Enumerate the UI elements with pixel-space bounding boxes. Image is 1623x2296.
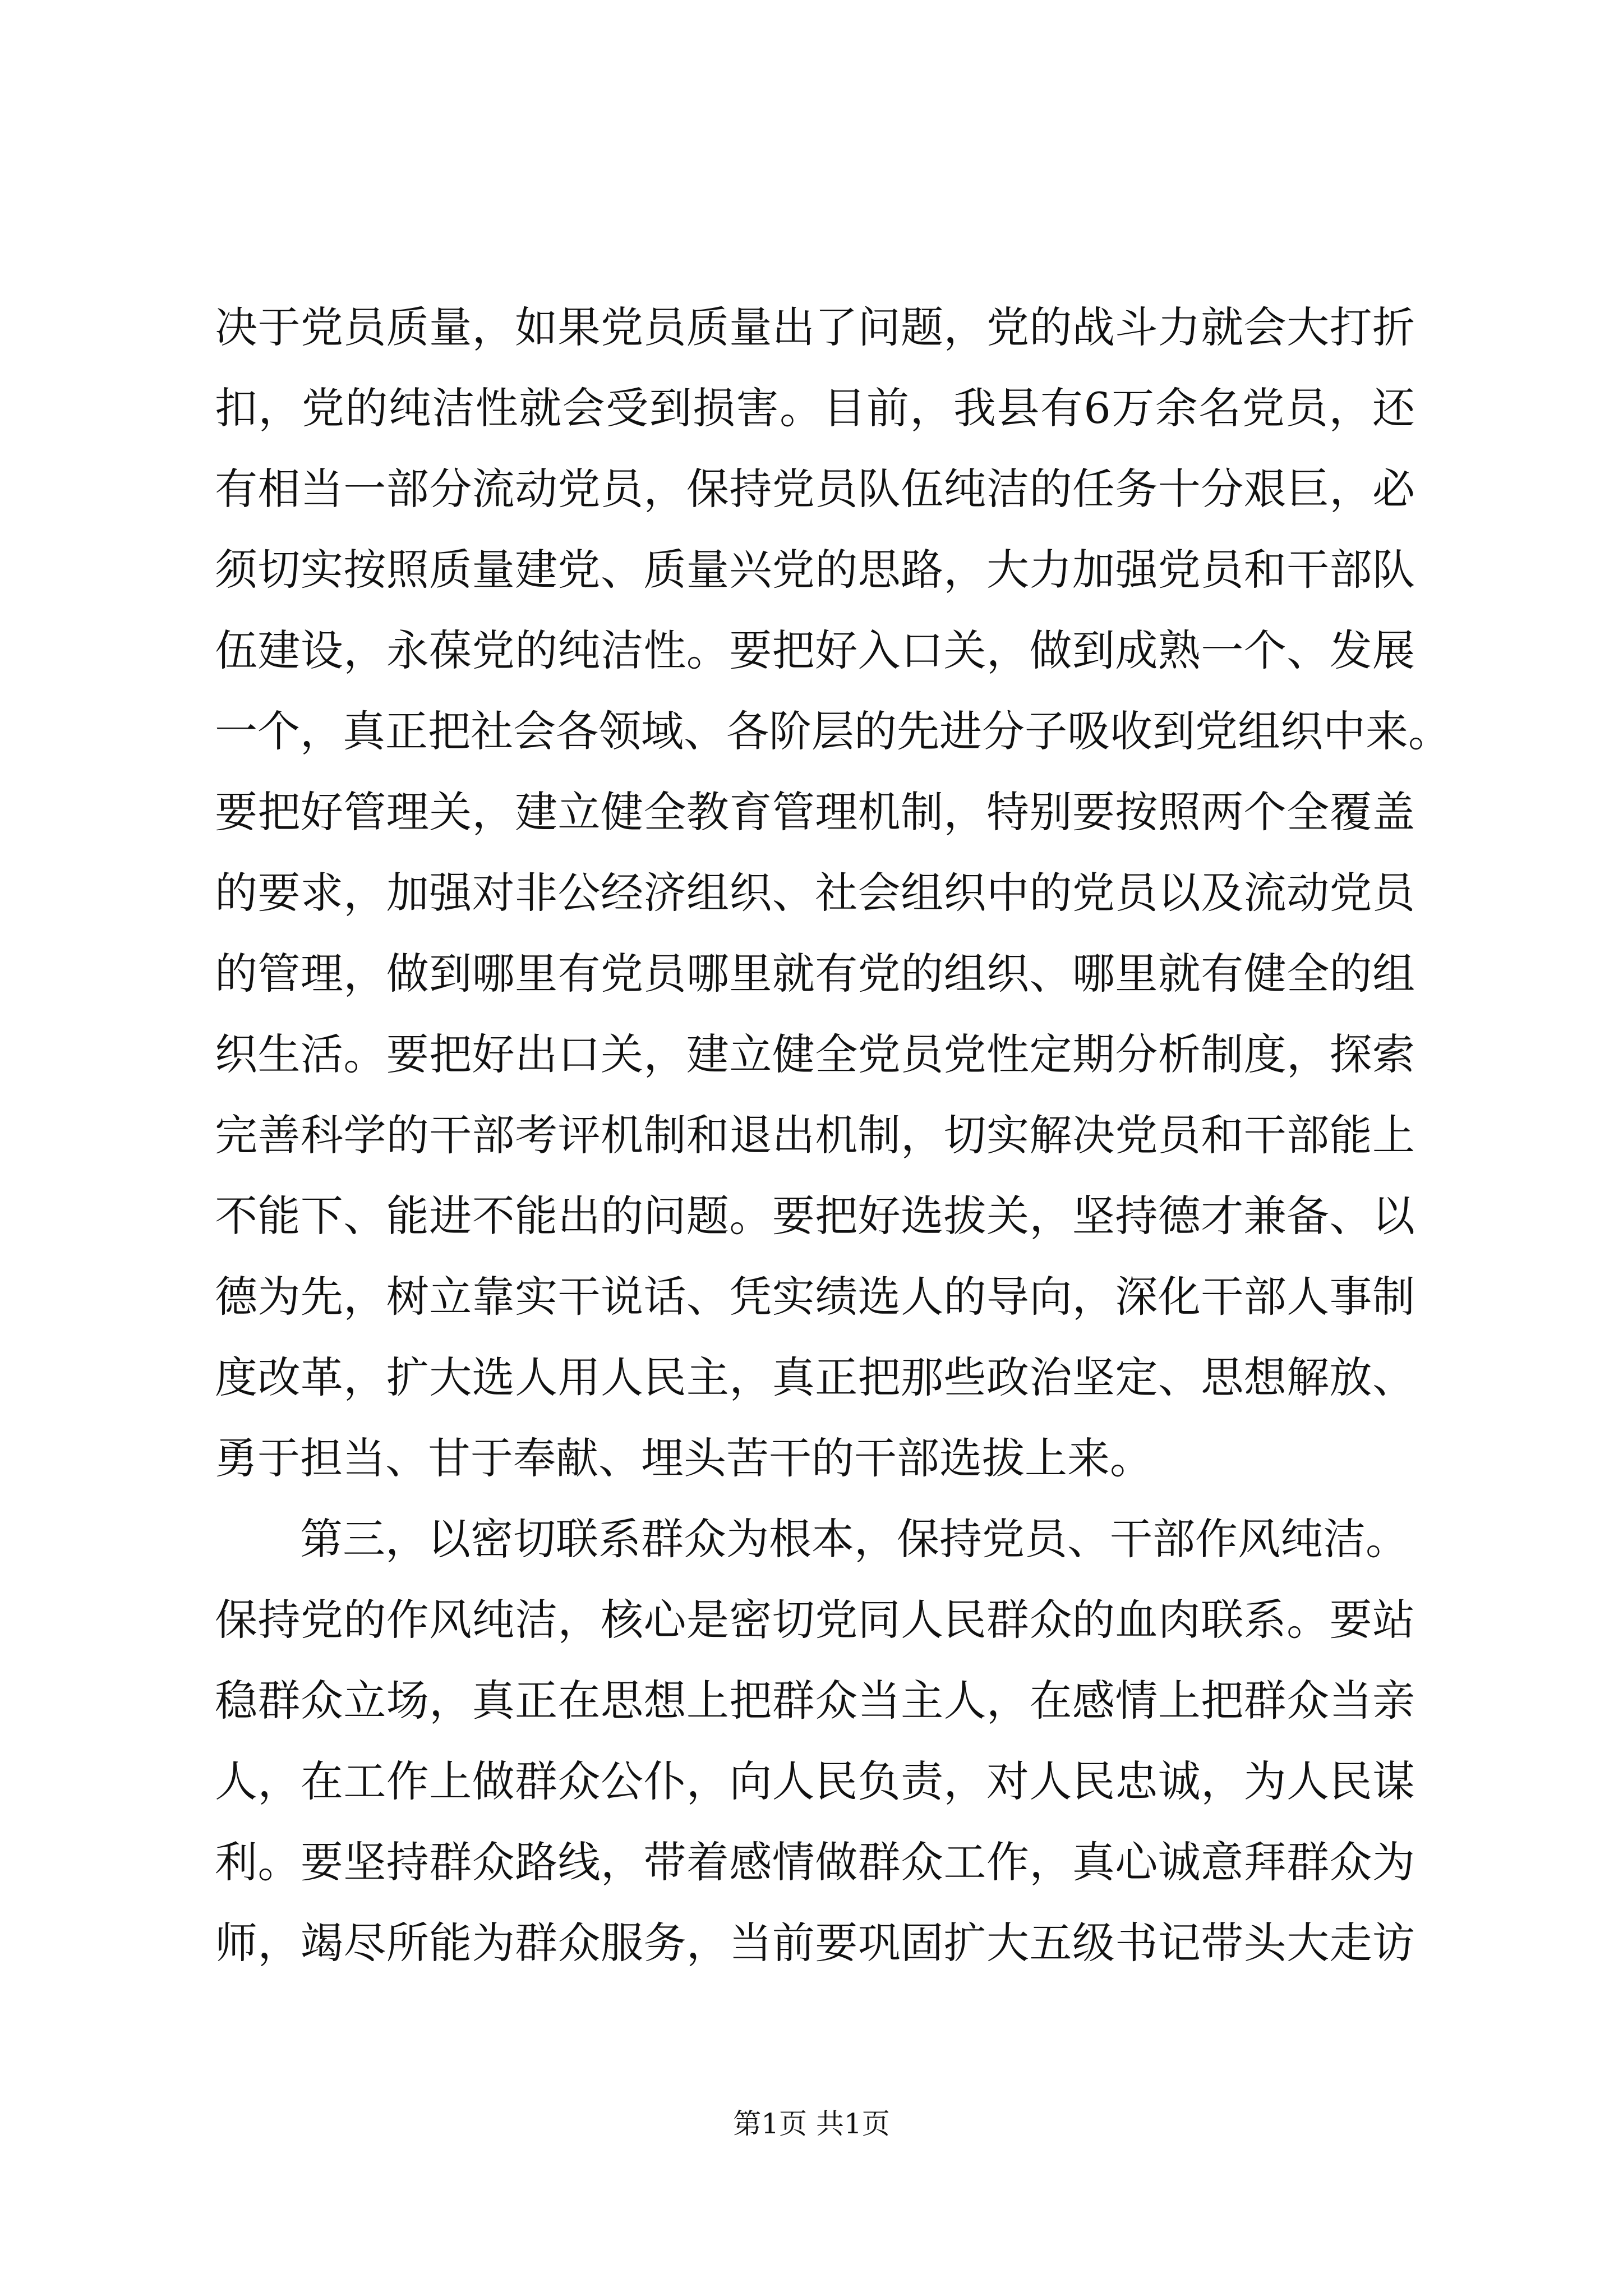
text-line: 德为先，树立靠实干说话、凭实绩选人的导向，深化干部人事制 — [215, 1272, 1415, 1322]
text-line: 利。要坚持群众路线，带着感情做群众工作，真心诚意拜群众为 — [215, 1837, 1415, 1887]
text-line: 稳群众立场，真正在思想上把群众当主人，在感情上把群众当亲 — [215, 1676, 1415, 1726]
text-line: 保持党的作风纯洁，核心是密切党同人民群众的血肉联系。要站 — [215, 1595, 1415, 1645]
text-line: 决于党员质量，如果党员质量出了问题，党的战斗力就会大打折 — [215, 302, 1415, 352]
text-line: 的管理，做到哪里有党员哪里就有党的组织、哪里就有健全的组 — [215, 949, 1415, 999]
paragraph-heading-line: 第三，以密切联系群众为根本，保持党员、干部作风纯洁。 — [300, 1514, 1408, 1564]
text-line: 完善科学的干部考评机制和退出机制，切实解决党员和干部能上 — [215, 1110, 1415, 1160]
text-line: 须切实按照质量建党、质量兴党的思路，大力加强党员和干部队 — [215, 545, 1415, 595]
text-line: 勇于担当、甘于奉献、埋头苦干的干部选拔上来。 — [215, 1433, 1152, 1483]
text-line: 要把好管理关，建立健全教育管理机制，特别要按照两个全覆盖 — [215, 787, 1415, 837]
page-footer: 第1页 共1页 — [733, 2108, 890, 2140]
body-text — [215, 287, 1451, 1984]
text-line: 一个，真正把社会各领域、各阶层的先进分子吸收到党组织中来。 — [215, 706, 1451, 756]
text-line: 有相当一部分流动党员，保持党员队伍纯洁的任务十分艰巨，必 — [215, 464, 1415, 514]
text-line: 人，在工作上做群众公仆，向人民负责，对人民忠诚，为人民谋 — [215, 1756, 1415, 1806]
text-line: 织生活。要把好出口关，建立健全党员党性定期分析制度，探索 — [215, 1029, 1415, 1079]
text-line: 度改革，扩大选人用人民主，真正把那些政治坚定、思想解放、 — [215, 1352, 1415, 1402]
text-line: 不能下、能进不能出的问题。要把好选拔关，坚持德才兼备、以 — [215, 1191, 1415, 1241]
text-line: 伍建设，永葆党的纯洁性。要把好入口关，做到成熟一个、发展 — [215, 625, 1415, 675]
text-line: 的要求，加强对非公经济组织、社会组织中的党员以及流动党员 — [215, 868, 1415, 918]
text-line: 扣，党的纯洁性就会受到损害。目前，我县有6万余名党员，还 — [215, 383, 1415, 433]
text-line: 师，竭尽所能为群众服务，当前要巩固扩大五级书记带头大走访 — [215, 1918, 1415, 1968]
